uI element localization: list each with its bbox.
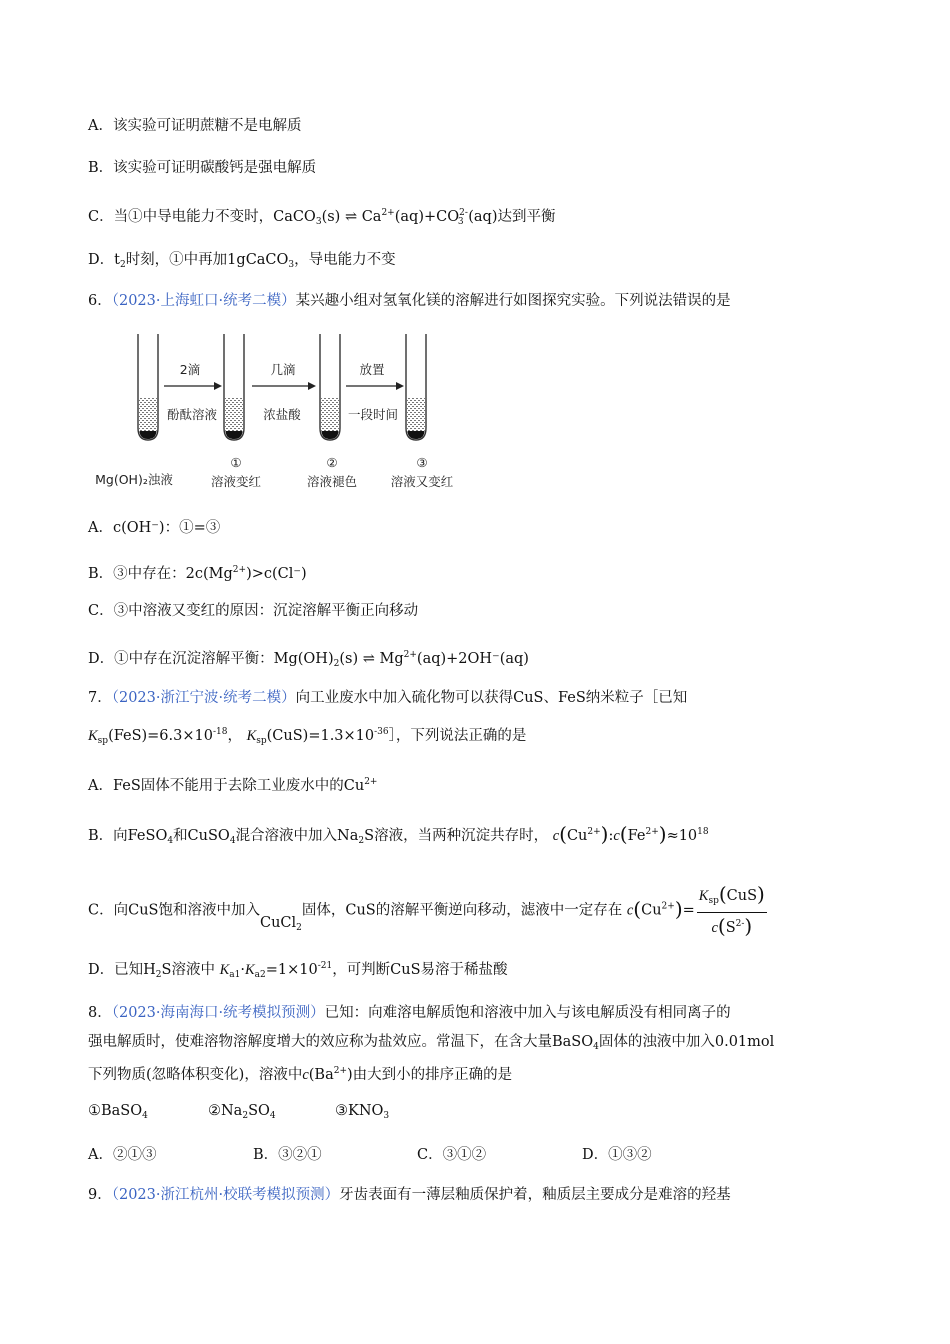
q6-option-d: D．①中存在沉淀溶解平衡：$Mg(OH)_2(s)$ ⇌ $Mg^{2+}(aq)+2OH^-(aq)$ <box>88 650 529 669</box>
q5-option-b: B．该实验可证明碳酸钙是强电解质 <box>88 160 317 176</box>
q7-option-b: B．向FeSO$_4$和CuSO$_4$混合溶液中加入$Na_2S$溶液，当两种沉淀共存时， $c(Cu^{2+}):c(Fe^{2+})\approx 10^{18}$ <box>88 822 709 846</box>
q5-option-a: A．该实验可证明蔗糖不是电解质 <box>88 118 302 134</box>
tube-2-number: ② <box>326 455 338 470</box>
test-tube-2 <box>320 334 340 440</box>
q8-item-1: ①BaSO$_4$ <box>88 1103 148 1121</box>
arrow-1-below: 酚酞溶液 <box>166 407 218 422</box>
tube-0-label: Mg(OH)₂浊液 <box>95 472 173 487</box>
q7-option-a: A．FeS固体不能用于去除工业废水中的$Cu^{2+}$ <box>88 777 378 794</box>
arrow-2-below: 浓盐酸 <box>263 407 301 422</box>
q9-stem: 9．（2023·浙江杭州·校联考模拟预测）牙齿表面有一薄层釉质保护着，釉质层主要成分是难溶的羟基 <box>88 1187 731 1203</box>
q7-option-c: C．向CuS饱和溶液中加入CuCl$_2$固体，CuS的溶解平衡逆向移动，滤液中一定存在 $c(Cu^{2+})=$ $\frac{K_{sp}(CuS)}{c(S^{2-})}$ <box>88 882 765 938</box>
q7-stem-ksp: $K_{sp}(FeS)=6.3\times 10^{-18}$， $K_{sp}(CuS)=1.3\times 10^{-36}]$，下列说法正确的是 <box>88 727 527 746</box>
tube-1-number: ① <box>230 455 242 470</box>
q8-option-b: B．③②① <box>253 1147 322 1163</box>
q8-stem-line3: 下列物质(忽略体积变化)，溶液中$c(Ba^{2+})$由大到小的排序正确的是 <box>88 1066 513 1083</box>
q8-item-3: $③KNO_3$ <box>335 1103 390 1121</box>
q7-stem: 7．（2023·浙江宁波·统考二模）向工业废水中加入硫化物可以获得CuS、FeS纳米粒子［已知 <box>88 690 688 706</box>
q7-source: （2023·浙江宁波·统考二模） <box>111 690 296 706</box>
q8-option-c: C．③①② <box>417 1147 487 1163</box>
q5-option-d: D．$t_2$时刻，①中再加1gCaCO$_3$，导电能力不变 <box>88 252 396 270</box>
arrow-3-below: 一段时间 <box>347 407 399 422</box>
q8-source: （2023·海南海口·统考模拟预测） <box>111 1005 325 1021</box>
arrow-3-above: 放置 <box>359 362 385 377</box>
tube-3-label: 溶液又变红 <box>390 474 454 489</box>
test-tube-1 <box>224 334 244 440</box>
q6-option-a: A．c(OH⁻)：①=③ <box>88 520 221 536</box>
test-tube-0 <box>138 334 158 440</box>
q9-source: （2023·浙江杭州·校联考模拟预测） <box>111 1187 340 1203</box>
tube-1-label: 溶液变红 <box>210 474 262 489</box>
ksp-fraction: $\frac{K_{sp}(CuS)}{c(S^{2-})}$ <box>698 882 765 938</box>
q5-option-c: C．当①中导电能力不变时，CaCO$_3$(s) ⇌ $Ca^{2+}(aq)+CO^{2-}_3$ (aq)达到平衡 <box>88 208 556 227</box>
q8-option-a: A．②①③ <box>88 1147 157 1163</box>
q7-option-d: D．已知$H_2S$溶液中 $K_{a1}\cdot K_{a2}=1\times 10^{-21}$，可判断CuS易溶于稀盐酸 <box>88 961 508 980</box>
q6-option-c: C．③中溶液又变红的原因：沉淀溶解平衡正向移动 <box>88 603 419 619</box>
arrow-2-above: 几滴 <box>270 362 296 377</box>
q8-stem-line1: 8．（2023·海南海口·统考模拟预测）已知：向难溶电解质饱和溶液中加入与该电解质没有相同离子的 <box>88 1005 731 1021</box>
q8-item-2: $②Na_2SO_4$ <box>208 1103 276 1121</box>
q6-source: （2023·上海虹口·统考二模） <box>111 293 296 309</box>
arrow-2 <box>252 382 316 390</box>
arrow-3 <box>346 382 404 390</box>
equilibrium-arrow-icon: ⇌ <box>344 209 358 225</box>
test-tube-3 <box>406 334 426 440</box>
arrow-1 <box>164 382 222 390</box>
q8-stem-line2: 强电解质时，使难溶物溶解度增大的效应称为盐效应。常温下，在含大量BaSO$_4$固体的浊液中加入0.01mol <box>88 1034 775 1052</box>
arrow-1-above: 2滴 <box>179 362 201 377</box>
tube-3-number: ③ <box>416 455 428 470</box>
equilibrium-arrow-icon: ⇌ <box>362 651 375 667</box>
tube-2-label: 溶液褪色 <box>306 474 358 489</box>
q6-experiment-figure <box>80 322 500 498</box>
q6-option-b: B．③中存在：$2c(Mg^{2+})>c(Cl^-)$ <box>88 565 307 582</box>
q6-stem: 6．（2023·上海虹口·统考二模）某兴趣小组对氢氧化镁的溶解进行如图探究实验。下列说法错误的是 <box>88 293 731 309</box>
q8-option-d: D．①③② <box>582 1147 652 1163</box>
